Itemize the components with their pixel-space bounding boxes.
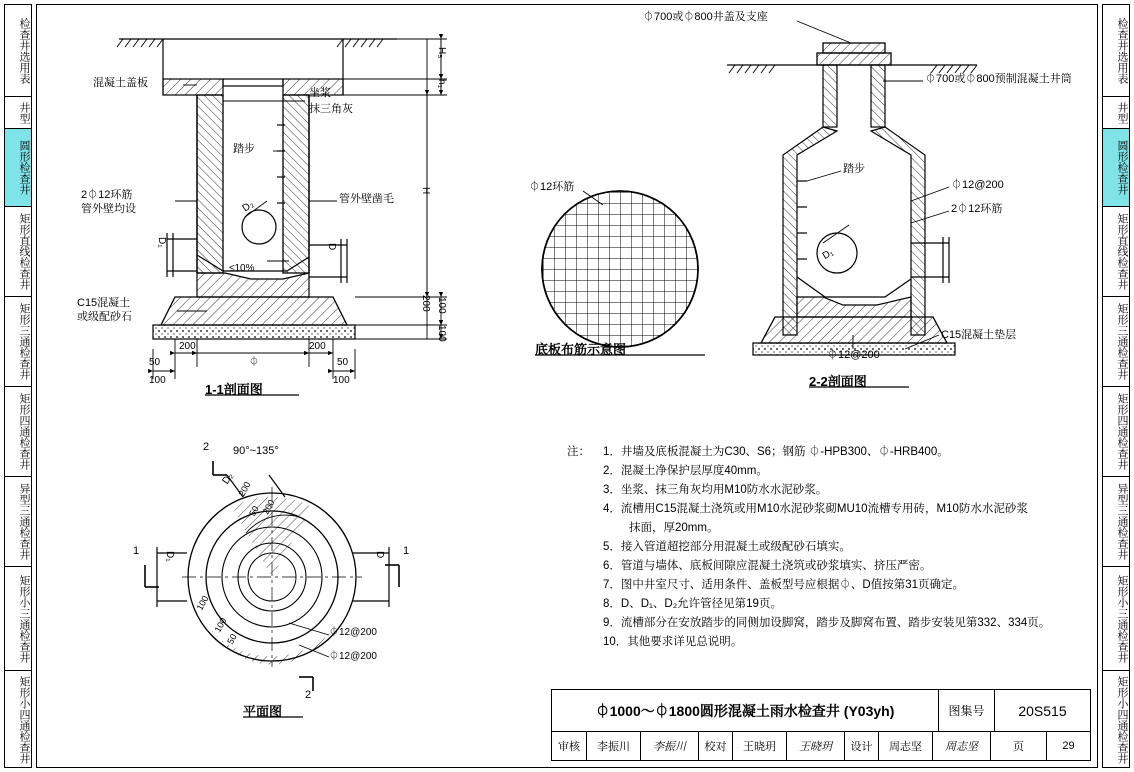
rail-item-left-0[interactable]: 检查井选用表 (5, 5, 31, 97)
note-item-2: 2．混凝土净保护层厚度40mm。 (603, 465, 768, 477)
dim-100-right: 100 (333, 375, 350, 386)
label-d-fig1: D (326, 243, 337, 251)
drawing-canvas (37, 5, 1097, 767)
rail-item-left-3[interactable]: 矩形直线检查井 (5, 207, 31, 297)
label-d1-fig1: D₁ (156, 237, 167, 248)
page-value: 29 (1046, 732, 1090, 760)
design-label: 设计 (844, 732, 878, 760)
rail-item-left-8[interactable]: 矩形小四通检查井 (18, 676, 30, 764)
note-item-4-cont: 抹面，厚20mm。 (629, 522, 719, 534)
note-item-7: 7．图中井室尺寸、适用条件、盖板型号应根据⏀、D值按第31页确定。 (603, 579, 964, 591)
rail-item-right-8[interactable]: 矩形小四通检查井 (1116, 676, 1128, 764)
label-bar-top-fig4: ⏀12@200 (951, 179, 1004, 191)
dim-200-left: 200 (179, 341, 196, 352)
label-plan-200b: 200 (260, 498, 277, 516)
plan-section-mark-2: 2 (203, 441, 210, 453)
label-cushion: C15混凝土垫层 (941, 329, 1017, 341)
label-ring-bar-note: 管外壁均设 (81, 203, 136, 215)
label-plaster: 抹三角灰 (309, 103, 353, 115)
note-item-9: 9．流槽部分在安放踏步的同侧加设脚窝，踏步及脚窝布置、踏步安装见第332、334页。 (603, 617, 1051, 629)
rail-item-right-0[interactable]: 检查井选用表 (1103, 5, 1129, 97)
plan-section-mark-1: 1 (133, 545, 140, 557)
dim-h1: h₁ (436, 79, 447, 88)
dim-h: H (420, 187, 431, 195)
label-precast-barrel: ⏀700或⏀800预制混凝土井筒 (925, 73, 1072, 85)
rail-item-left-2[interactable]: 圆形检查井 (5, 129, 31, 207)
label-steps-fig1: 踏步 (233, 143, 255, 155)
title-block (551, 689, 1091, 761)
note-item-4: 4．流槽用C15混凝土浇筑或用M10水泥砂浆砌MU10流槽专用砖，M10防水水泥砂浆 (603, 503, 1028, 515)
caption-rebar-plan: 底板布筋示意图 (535, 342, 627, 357)
review-label: 审核 (558, 741, 580, 754)
dim-right-200: 200 (420, 295, 431, 312)
label-d2-fig1: D₂ (240, 198, 256, 215)
right-tab-rail (1102, 4, 1130, 768)
rail-item-left-1[interactable]: 井型 (5, 97, 31, 129)
label-plan-50b: 50 (225, 632, 239, 646)
label-plan-50a: 50 (247, 504, 261, 518)
engineering-drawing-svg (37, 5, 1099, 769)
label-d1-fig4: D₁ (820, 247, 836, 262)
rail-item-right-6[interactable]: 异型三通检查井 (1103, 477, 1129, 567)
label-plan-angle: 90°~135° (233, 445, 279, 457)
label-gravel: 或级配砂石 (77, 311, 132, 323)
note-item-5: 5．接入管道超挖部分用混凝土或级配砂石填实。 (603, 541, 851, 553)
rail-item-right-4[interactable]: 矩形三通检查井 (1103, 297, 1129, 387)
label-ring-bar-fig1: 2⏀12环筋 (81, 189, 133, 201)
dim-h5: H₅ (436, 47, 447, 59)
drawing-frame (36, 4, 1098, 768)
label-plan-100a: 100 (194, 594, 211, 612)
dim-right-100a: 100 (436, 297, 447, 314)
label-plan-bar1: ⏀12@200 (329, 627, 377, 638)
label-plan-d: D (374, 551, 385, 559)
check-signature: 王晓玥 (786, 732, 844, 760)
left-tab-rail (4, 4, 32, 768)
label-ring-bar-fig4: 2⏀12环筋 (951, 203, 1003, 215)
notes-title: 注： (567, 446, 590, 458)
plan-section-mark-1b: 1 (403, 545, 410, 557)
note-item-6: 6．管道与墙体、底板间隙应混凝土浇筑或砂浆填实、挤压严密。 (603, 560, 932, 572)
notes-block (567, 443, 1051, 652)
atlas-number-value: 20S515 (994, 690, 1090, 731)
note-item-10: 10．其他要求详见总说明。 (603, 636, 743, 648)
label-plan-200a: 200 (236, 480, 253, 498)
rail-item-right-1[interactable]: 井型 (1103, 97, 1129, 129)
title-block-row-signatures (552, 732, 1090, 760)
label-plan-100b: 100 (212, 616, 229, 634)
dim-100-left: 100 (149, 375, 166, 386)
label-seat-mortar: 坐浆 (309, 87, 331, 99)
label-c15-concrete: C15混凝土 (77, 297, 131, 309)
rail-item-left-4[interactable]: 矩形三通检查井 (5, 297, 31, 387)
dim-200-right: 200 (309, 341, 326, 352)
caption-section-2-2: 2-2剖面图 (809, 374, 867, 389)
label-slope: ≤10% (229, 263, 255, 274)
caption-plan: 平面图 (243, 704, 283, 719)
note-item-8: 8．D、D₁、D₂允许管径见第19页。 (603, 598, 782, 610)
label-ring-rebar: ⏀12环筋 (529, 181, 575, 193)
label-bar-bottom-fig4: ⏀12@200 (827, 349, 880, 361)
label-plan-d2: D₂ (220, 471, 236, 487)
review-signature: 李振川 (640, 732, 698, 760)
dim-50-left: 50 (149, 357, 161, 368)
note-item-3: 3．坐浆、抹三角灰均用M10防水水泥砂浆。 (603, 484, 828, 496)
title-block-row-main (552, 690, 1090, 732)
dim-50-right: 50 (337, 357, 349, 368)
label-plan-bar2: ⏀12@200 (329, 651, 377, 662)
drawing-title: ⏀1000～⏀1800圆形混凝土雨水检查井 (Y03yh) (595, 702, 895, 719)
rail-item-left-5[interactable]: 矩形四通检查井 (5, 387, 31, 477)
label-chisel: 管外壁凿毛 (339, 193, 394, 205)
design-name: 周志坚 (878, 732, 932, 760)
plan-section-mark-2b: 2 (305, 689, 312, 701)
rail-item-left-6[interactable]: 异型三通检查井 (5, 477, 31, 567)
label-plan-d1: D₁ (164, 551, 175, 562)
label-cover-seat: ⏀700或⏀800井盖及支座 (643, 11, 768, 23)
label-cover-slab: 混凝土盖板 (93, 77, 148, 89)
atlas-number-label: 图集号 (938, 690, 994, 731)
caption-section-1-1: 1-1剖面图 (205, 382, 263, 397)
label-phi-fig1: ⏀ (249, 357, 259, 368)
design-signature: 周志坚 (932, 732, 990, 760)
review-name: 李振川 (586, 732, 640, 760)
note-item-1: 1．井墙及底板混凝土为C30、S6；钢筋 ⏀-HPB300、⏀-HRB400。 (603, 446, 949, 458)
label-steps-fig4: 踏步 (843, 163, 865, 175)
rail-item-left-7[interactable]: 矩形小三通检查井 (5, 567, 31, 671)
rail-item-right-5[interactable]: 矩形四通检查井 (1103, 387, 1129, 477)
check-label: 校对 (698, 732, 732, 760)
page-label: 页 (990, 732, 1046, 760)
dim-right-100b: 100 (436, 325, 447, 342)
rail-item-right-7[interactable]: 矩形小三通检查井 (1103, 567, 1129, 671)
rail-item-right-2[interactable]: 圆形检查井 (1103, 129, 1129, 207)
check-name: 王晓玥 (732, 732, 786, 760)
rail-item-right-3[interactable]: 矩形直线检查井 (1103, 207, 1129, 297)
